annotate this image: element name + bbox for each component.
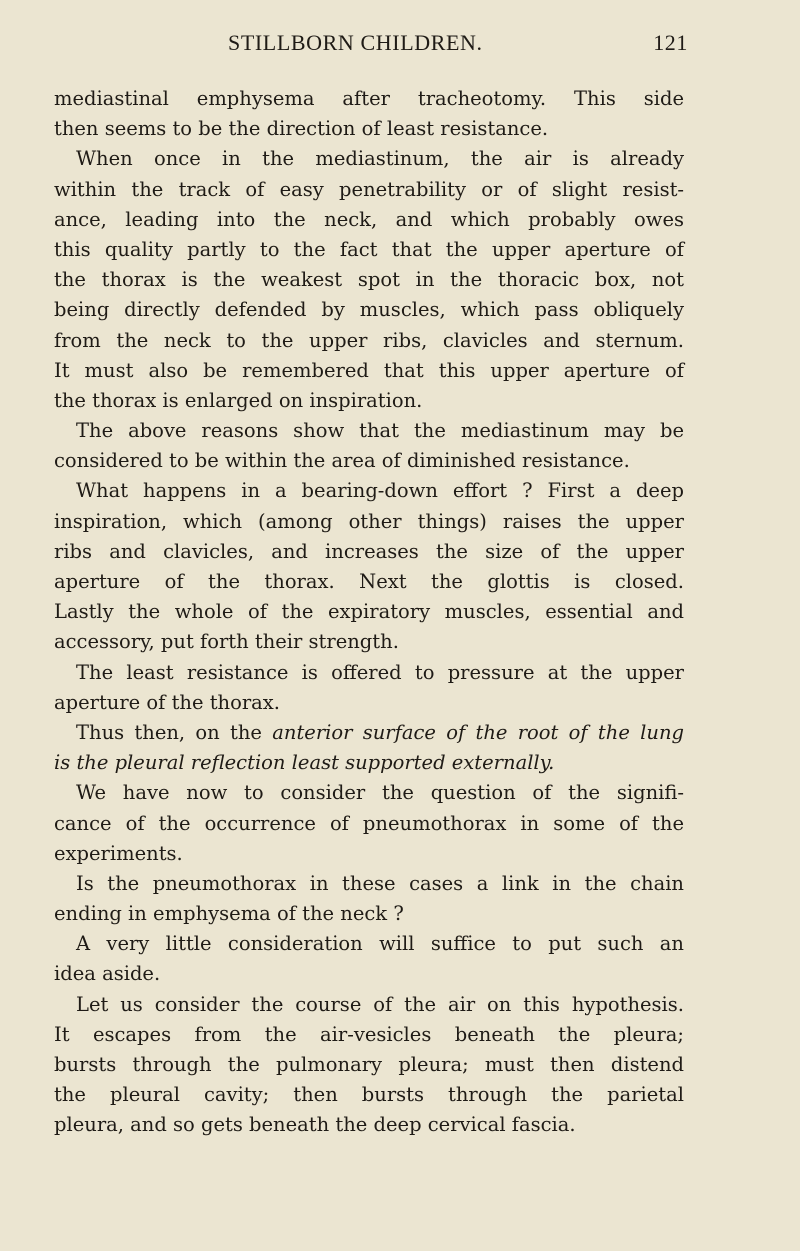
text-line — [54, 1110, 684, 1140]
text-line-roman: considered to be within the area of diminished resistance. — [54, 449, 630, 473]
text-line-roman: pleura, and so gets beneath the deep cervical fascia. — [54, 1113, 576, 1137]
text-line — [54, 114, 684, 144]
text-line-roman: Let us consider the course of the air on this hypothesis. — [76, 992, 684, 1016]
page-number: 121 — [653, 30, 688, 55]
text-line — [54, 537, 684, 567]
text-line — [54, 326, 684, 356]
text-line — [54, 748, 684, 778]
text-line — [54, 84, 684, 114]
text-line-roman: within the track of easy penetrability or of slight resist- — [54, 177, 684, 201]
text-line-roman: ending in emphysema of the neck ? — [54, 902, 404, 926]
text-line-roman: this quality partly to the fact that the upper aperture of — [54, 237, 684, 261]
text-line — [54, 688, 684, 718]
text-line-roman: bursts through the pulmonary pleura; must then distend — [54, 1053, 684, 1076]
text-line-roman: A very little consideration will suffice to put such an — [76, 932, 684, 956]
text-line — [54, 446, 684, 476]
text-line-roman: The above reasons show that the mediastinum may be — [76, 419, 684, 443]
text-line — [54, 175, 684, 205]
text-line — [54, 959, 684, 989]
text-line — [54, 899, 684, 929]
text-line-roman: What happens in a bearing-down effort ? First a deep — [76, 479, 684, 503]
text-line-roman: then seems to be the direction of least resistance. — [54, 117, 549, 141]
text-line — [54, 597, 684, 627]
text-line-italic: is the pleural reflection least supported externally. — [54, 751, 555, 775]
text-line — [54, 507, 684, 537]
text-line — [54, 567, 684, 597]
text-line-roman: mediastinal emphysema after tracheotomy. This side — [54, 87, 684, 110]
text-line-roman: aperture of the thorax. Next the glottis is closed. — [54, 570, 684, 593]
text-line-roman: experiments. — [54, 841, 183, 865]
text-line — [54, 235, 684, 265]
body-text — [54, 84, 684, 1141]
text-line — [54, 205, 684, 235]
text-line-roman: The least resistance is offered to pressure at the upper — [76, 660, 684, 684]
text-line-roman: We have now to consider the question of the signifi- — [76, 781, 684, 805]
text-line-roman: When once in the mediastinum, the air is already — [76, 147, 684, 171]
text-line — [54, 839, 684, 869]
text-line-roman: It escapes from the air-vesicles beneath the pleura; — [54, 1022, 684, 1046]
text-line-italic: anterior surface of the root of the lung — [272, 720, 684, 744]
text-line-roman: Is the pneumothorax in these cases a link in the chain — [76, 871, 684, 895]
text-line — [54, 416, 684, 446]
text-line-roman: the thorax is the weakest spot in the thoracic box, not — [54, 268, 684, 292]
text-line-roman: the pleural cavity; then bursts through the parietal — [54, 1083, 684, 1107]
text-line-roman: aperture of the thorax. — [54, 690, 280, 714]
text-line-roman: being directly defended by muscles, which pass obliquely — [54, 298, 684, 322]
running-title: STILLBORN CHILDREN. — [228, 30, 483, 55]
text-line — [54, 356, 684, 386]
text-line — [54, 869, 684, 899]
text-line — [54, 144, 684, 174]
text-line-roman: from the neck to the upper ribs, clavicles and sternum. — [54, 328, 684, 352]
text-line — [54, 990, 684, 1020]
text-line — [54, 265, 684, 295]
text-line — [54, 1080, 684, 1110]
text-line-roman: the thorax is enlarged on inspiration. — [54, 388, 423, 412]
text-line — [54, 1020, 684, 1050]
text-line-roman: idea aside. — [54, 962, 161, 986]
text-line-roman: It must also be remembered that this upper aperture of — [54, 358, 684, 382]
text-line — [54, 627, 684, 657]
text-line — [54, 476, 684, 506]
text-line — [54, 295, 684, 325]
text-line-roman: Lastly the whole of the expiratory muscles, essential and — [54, 600, 684, 624]
text-line-roman: accessory, put forth their strength. — [54, 630, 399, 654]
text-line-roman: ance, leading into the neck, and which probably owes — [54, 207, 684, 231]
text-line-roman: ribs and clavicles, and increases the size of the upper — [54, 539, 684, 563]
text-line — [54, 929, 684, 959]
text-line — [54, 386, 684, 416]
running-head — [228, 30, 688, 62]
text-line — [54, 809, 684, 839]
text-line-roman: cance of the occurrence of pneumothorax in some of the — [54, 811, 684, 835]
text-line — [54, 658, 684, 688]
text-line — [54, 718, 684, 748]
text-line — [54, 778, 684, 808]
text-line-roman: inspiration, which (among other things) raises the upper — [54, 509, 684, 533]
text-line-roman: Thus then, on the — [76, 720, 273, 744]
text-line — [54, 1050, 684, 1080]
